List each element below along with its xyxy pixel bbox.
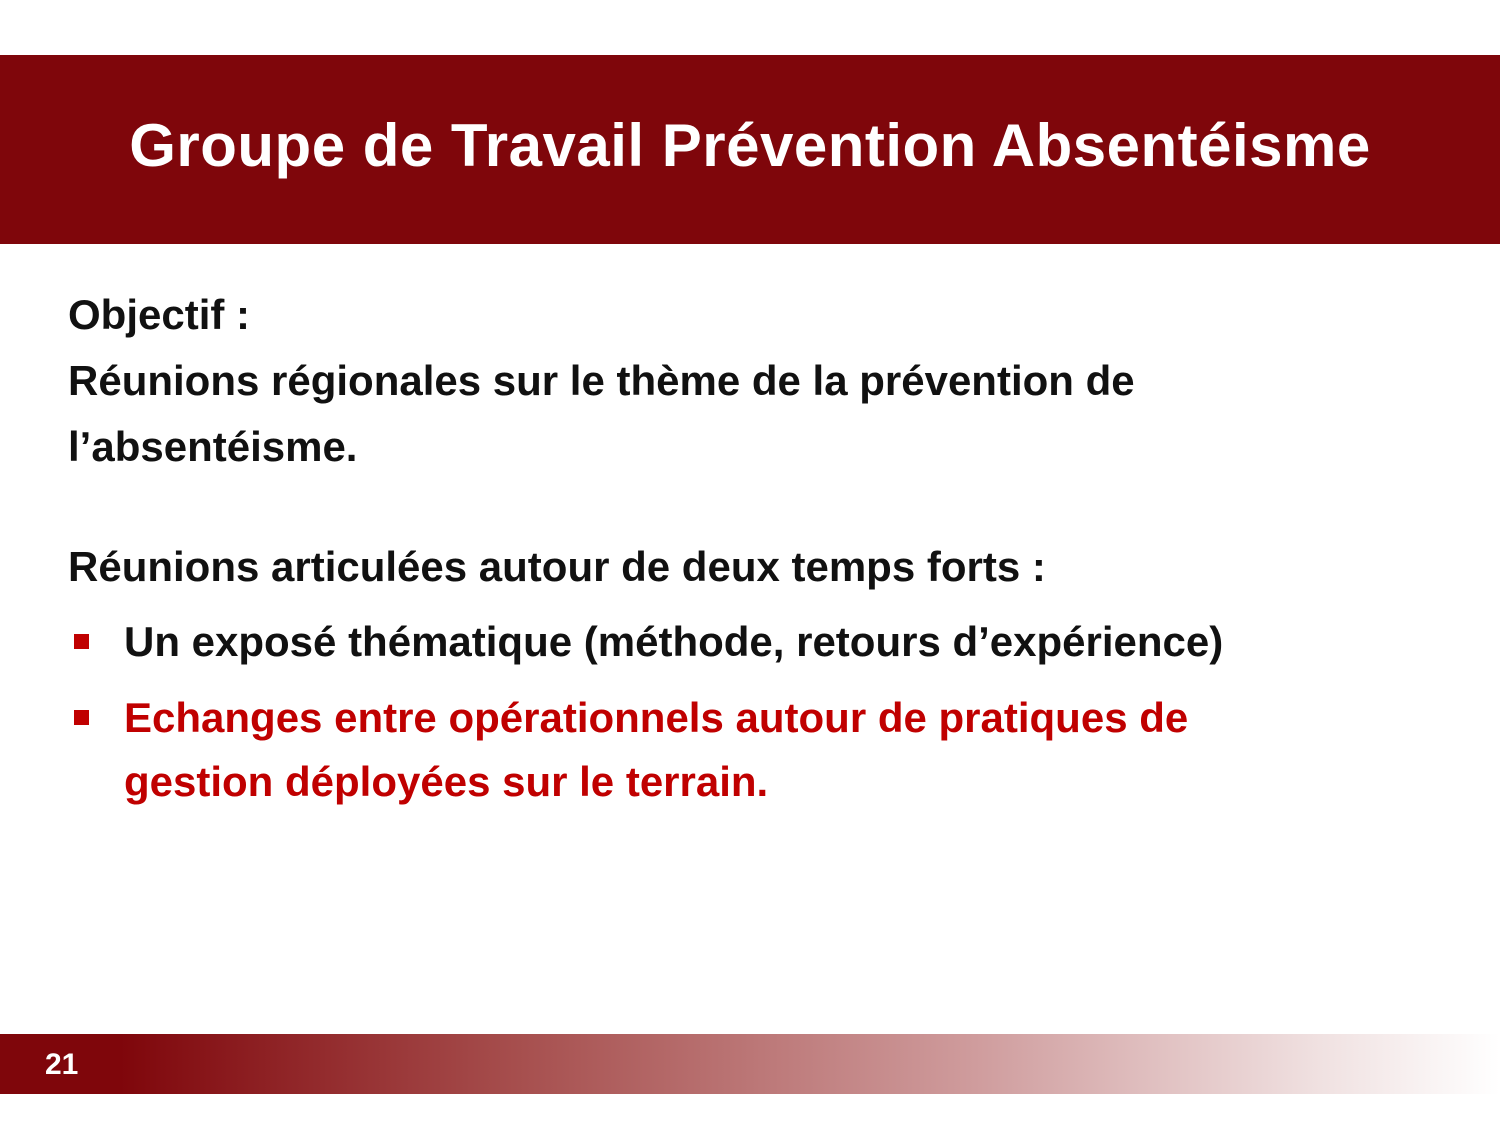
bullet-text-line-2: gestion déployées sur le terrain. — [124, 758, 769, 805]
slide-content — [68, 282, 1448, 826]
bullet-item-exchanges — [68, 686, 1448, 814]
objective-text-line-1: Réunions régionales sur le thème de la prévention de — [68, 357, 1135, 404]
spacer — [68, 480, 1448, 534]
objective-text — [68, 348, 1448, 480]
page-number: 21 — [45, 1048, 79, 1081]
objective-heading: Objectif : — [68, 291, 251, 338]
objective-text-line-2: l’absentéisme. — [68, 423, 358, 470]
meetings-intro: Réunions articulées autour de deux temps forts : — [68, 543, 1046, 590]
title-band — [0, 55, 1500, 244]
footer-gradient-band — [0, 1034, 1500, 1094]
bullet-text: Un exposé thématique (méthode, retours d’expérience) — [124, 618, 1224, 665]
bullet-text-line-1: Echanges entre opérationnels autour de pratiques de — [124, 694, 1189, 741]
bullet-item-presentation — [68, 610, 1448, 674]
square-bullet-icon — [74, 634, 89, 649]
bullet-list — [68, 610, 1448, 814]
slide-title: Groupe de Travail Prévention Absentéisme — [129, 112, 1371, 179]
square-bullet-icon — [74, 710, 89, 725]
